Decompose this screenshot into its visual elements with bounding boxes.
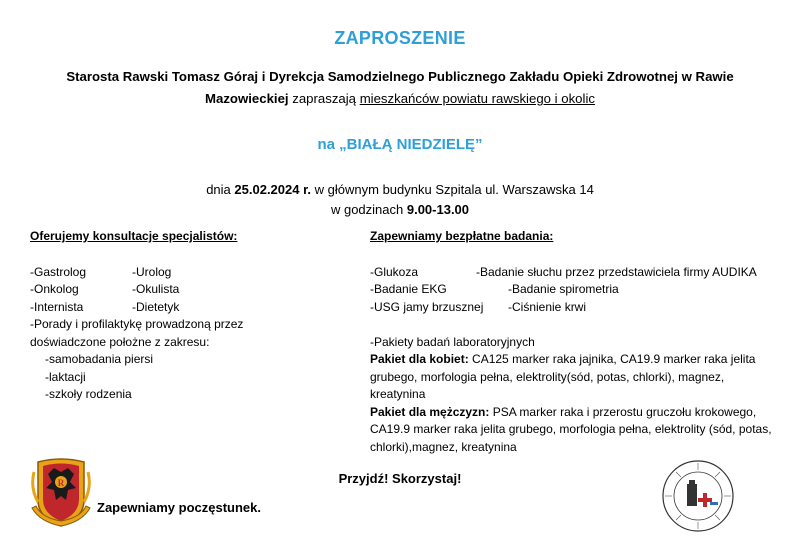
invitation-title: ZAPROSZENIE xyxy=(334,28,466,48)
intro-paragraph xyxy=(40,66,760,110)
test: -Glukoza xyxy=(370,264,419,279)
men-package-label: Pakiet dla mężczyzn: xyxy=(370,404,490,419)
consultations-column xyxy=(30,228,330,404)
svg-text:R: R xyxy=(57,478,65,488)
test: -Badanie spirometria xyxy=(508,282,619,296)
women-package-label: Pakiet dla kobiet: xyxy=(370,352,469,366)
consultations-heading: Oferujemy konsultacje specjalistów: xyxy=(30,229,238,243)
midwife-advice-line1: -Porady i profilaktykę prowadzoną przez xyxy=(30,317,244,331)
event-date: 25.02.2024 r. xyxy=(234,182,312,197)
specialist: -Urolog xyxy=(132,264,172,279)
call-to-action: Przyjdź! Skorzystaj! xyxy=(338,471,462,486)
women-package-text: CA125 marker raka jajnika, CA19.9 marker raka jelita grubego, morfologia pełna, elektrolity(sód, potas, chlorki), magnez, kreatynina xyxy=(370,352,756,401)
women-package xyxy=(370,351,780,404)
intro-verb: zapraszają xyxy=(288,91,360,106)
tests-heading: Zapewniamy bezpłatne badania: xyxy=(370,229,554,243)
event-place: w głównym budynku Szpitala ul. Warszawska 14 xyxy=(311,182,594,197)
event-when xyxy=(0,180,800,220)
tests-column xyxy=(370,228,780,456)
list-item xyxy=(30,281,330,299)
list-item: -szkoły rodzenia xyxy=(45,387,132,401)
men-package-text: PSA marker raka i przerostu gruczołu krokowego, CA19.9 marker raka jelita grubego, morfologia pełna, elektrolity (sód, potas, chlorki),magnez, kreatynina xyxy=(370,404,772,454)
specialist: -Gastrolog xyxy=(30,264,87,279)
event-hours: 9.00-13.00 xyxy=(406,202,470,217)
test: -Badanie słuchu przez przedstawiciela firmy AUDIKA xyxy=(476,264,757,279)
test: -Badanie EKG xyxy=(370,282,447,296)
lab-packages-intro: -Pakiety badań laboratoryjnych xyxy=(370,334,535,349)
specialist: -Internista xyxy=(30,299,84,314)
hospital-seal-icon xyxy=(660,458,736,534)
hours-prefix: w godzinach xyxy=(330,202,407,217)
list-item xyxy=(370,299,780,317)
date-prefix: dnia xyxy=(206,182,235,197)
list-item xyxy=(370,264,780,282)
rawa-county-coat-of-arms-icon xyxy=(30,452,92,528)
specialist: -Dietetyk xyxy=(132,299,180,314)
test: -Ciśnienie krwi xyxy=(508,299,587,314)
intro-audience: mieszkańców powiatu rawskiego i okolic xyxy=(359,91,595,106)
list-item: -samobadania piersi xyxy=(45,352,154,366)
list-item xyxy=(30,264,330,282)
list-item: -laktacji xyxy=(45,369,86,384)
specialist: -Okulista xyxy=(132,282,180,296)
test: -USG jamy brzusznej xyxy=(370,299,484,314)
list-item xyxy=(30,299,330,317)
event-date-line xyxy=(0,180,800,200)
event-hours-line xyxy=(0,200,800,220)
event-name: na „BIAŁĄ NIEDZIELĘ” xyxy=(317,136,483,153)
men-package xyxy=(370,404,780,457)
specialist: -Onkolog xyxy=(30,282,79,296)
list-item xyxy=(370,281,780,299)
refreshments-note: Zapewniamy poczęstunek. xyxy=(97,500,261,515)
midwife-advice-line2: doświadczone położne z zakresu: xyxy=(30,334,210,349)
intro-hosts: Starosta Rawski Tomasz Góraj i Dyrekcja Samodzielnego Publicznego Zakładu Opieki Zdrowotnej w Rawie Mazowieckiej xyxy=(66,69,734,106)
